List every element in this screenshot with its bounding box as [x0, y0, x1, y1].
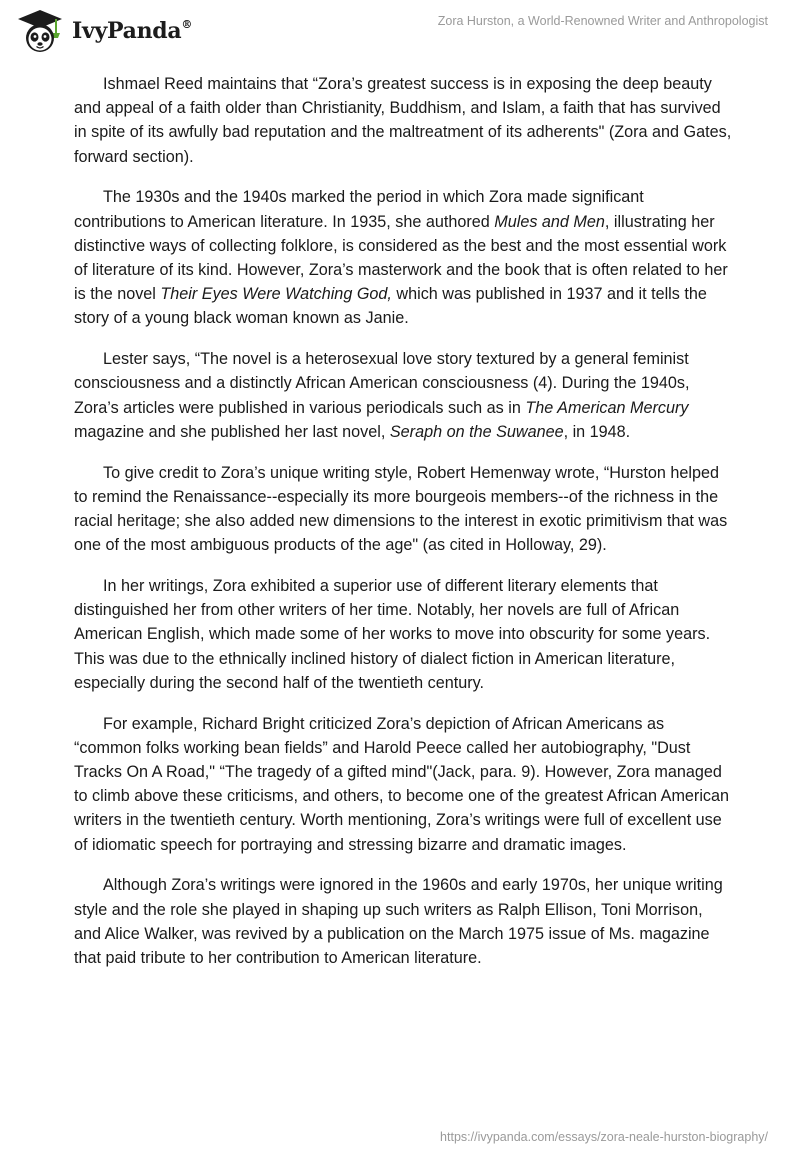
paragraph-text: To give credit to Zora’s unique writing style, Robert Hemenway wrote, “Hurston helped to remind the Renaissance--especially its more bourgeois members--of the richness in the racial heritage; she also added new dimensions to the interest in exotic primitivism that was one of the most ambiguous products of the age" (as cited in Holloway, 29).: [74, 463, 728, 555]
paragraph-text: , in 1948.: [563, 422, 631, 441]
essay-paragraph: [74, 461, 734, 558]
essay-paragraph: [74, 185, 734, 330]
italic-title: The American Mercury: [525, 398, 689, 417]
essay-body: [74, 72, 734, 987]
essay-paragraph: [74, 574, 734, 695]
paragraph-text: which was published in 1937 and it tells the story of a young black woman known as Janie.: [74, 285, 707, 328]
brand-name: IvyPanda®: [72, 17, 193, 44]
paragraph-text: Ishmael Reed maintains that “Zora’s greatest success is in exposing the deep beauty and appeal of a faith older than Christianity, Buddhism, and Islam, a faith that has survived in spite of its awfully bad reputation and the maltreatment of its adherents" (Zora and Gates, forward section).: [74, 75, 732, 166]
paragraph-text: The 1930s and the 1940s marked the period in which Zora made significant contributions to American literature. In 1935, she authored: [74, 188, 644, 231]
paragraph-text: Although Zora’s writings were ignored in the 1960s and early 1970s, her unique writing style and the role she played in shaping up such writers as Ralph Ellison, Toni Morrison, and Alice Walker, was revived by a publication on the March 1975 issue of Ms. magazine that paid tribute to her contribution to American literature.: [74, 876, 723, 968]
paragraph-text: Lester says, “The novel is a heterosexual love story textured by a general feminist consciousness and a distinctly African American consciousness (4). During the 1940s, Zora’s articles were published in various periodicals such as in: [74, 350, 690, 417]
essay-paragraph: [74, 72, 734, 169]
document-title: Zora Hurston, a World-Renowned Writer and Anthropologist: [437, 14, 768, 28]
paragraph-text: In her writings, Zora exhibited a superior use of different literary elements that distinguished her from other writers of her time. Notably, her novels are full of African American English, which made some of her works to move into obscurity for some years. This was due to the ethnically inclined history of dialect fiction in American literature, especially during the second half of the twentieth century.: [74, 577, 711, 692]
ivypanda-logo[interactable]: [16, 8, 192, 54]
essay-paragraph: [74, 712, 734, 857]
italic-title: Seraph on the Suwanee: [389, 422, 564, 441]
source-url[interactable]: https://ivypanda.com/essays/zora-neale-hurston-biography/: [440, 1130, 768, 1144]
essay-paragraph: [74, 347, 734, 444]
page-header: [0, 0, 800, 70]
paragraph-text: For example, Richard Bright criticized Zora’s depiction of African Americans as “common folks working bean fields” and Harold Peece called her autobiography, "Dust Tracks On A Road," “The tragedy of a gifted mind"(Jack, para. 9). However, Zora managed to climb above these criticisms, and others, to become one of the greatest African American writers in the twentieth century. Worth mentioning, Zora’s writings were full of excellent use of idiomatic speech for portraying and stressing bizarre and dramatic images.: [74, 714, 730, 854]
paragraph-text: , illustrating her distinctive ways of collecting folklore, is considered as the best and the most essential work of literature of its kind. However, Zora’s masterwork and the book that is often related to her is the novel: [74, 212, 728, 304]
italic-title: Mules and Men: [494, 212, 605, 231]
panda-graduation-cap-icon: [16, 8, 64, 54]
italic-title: Their Eyes Were Watching God,: [160, 285, 392, 304]
essay-paragraph: [74, 873, 734, 970]
paragraph-text: magazine and she published her last novel,: [74, 422, 390, 441]
